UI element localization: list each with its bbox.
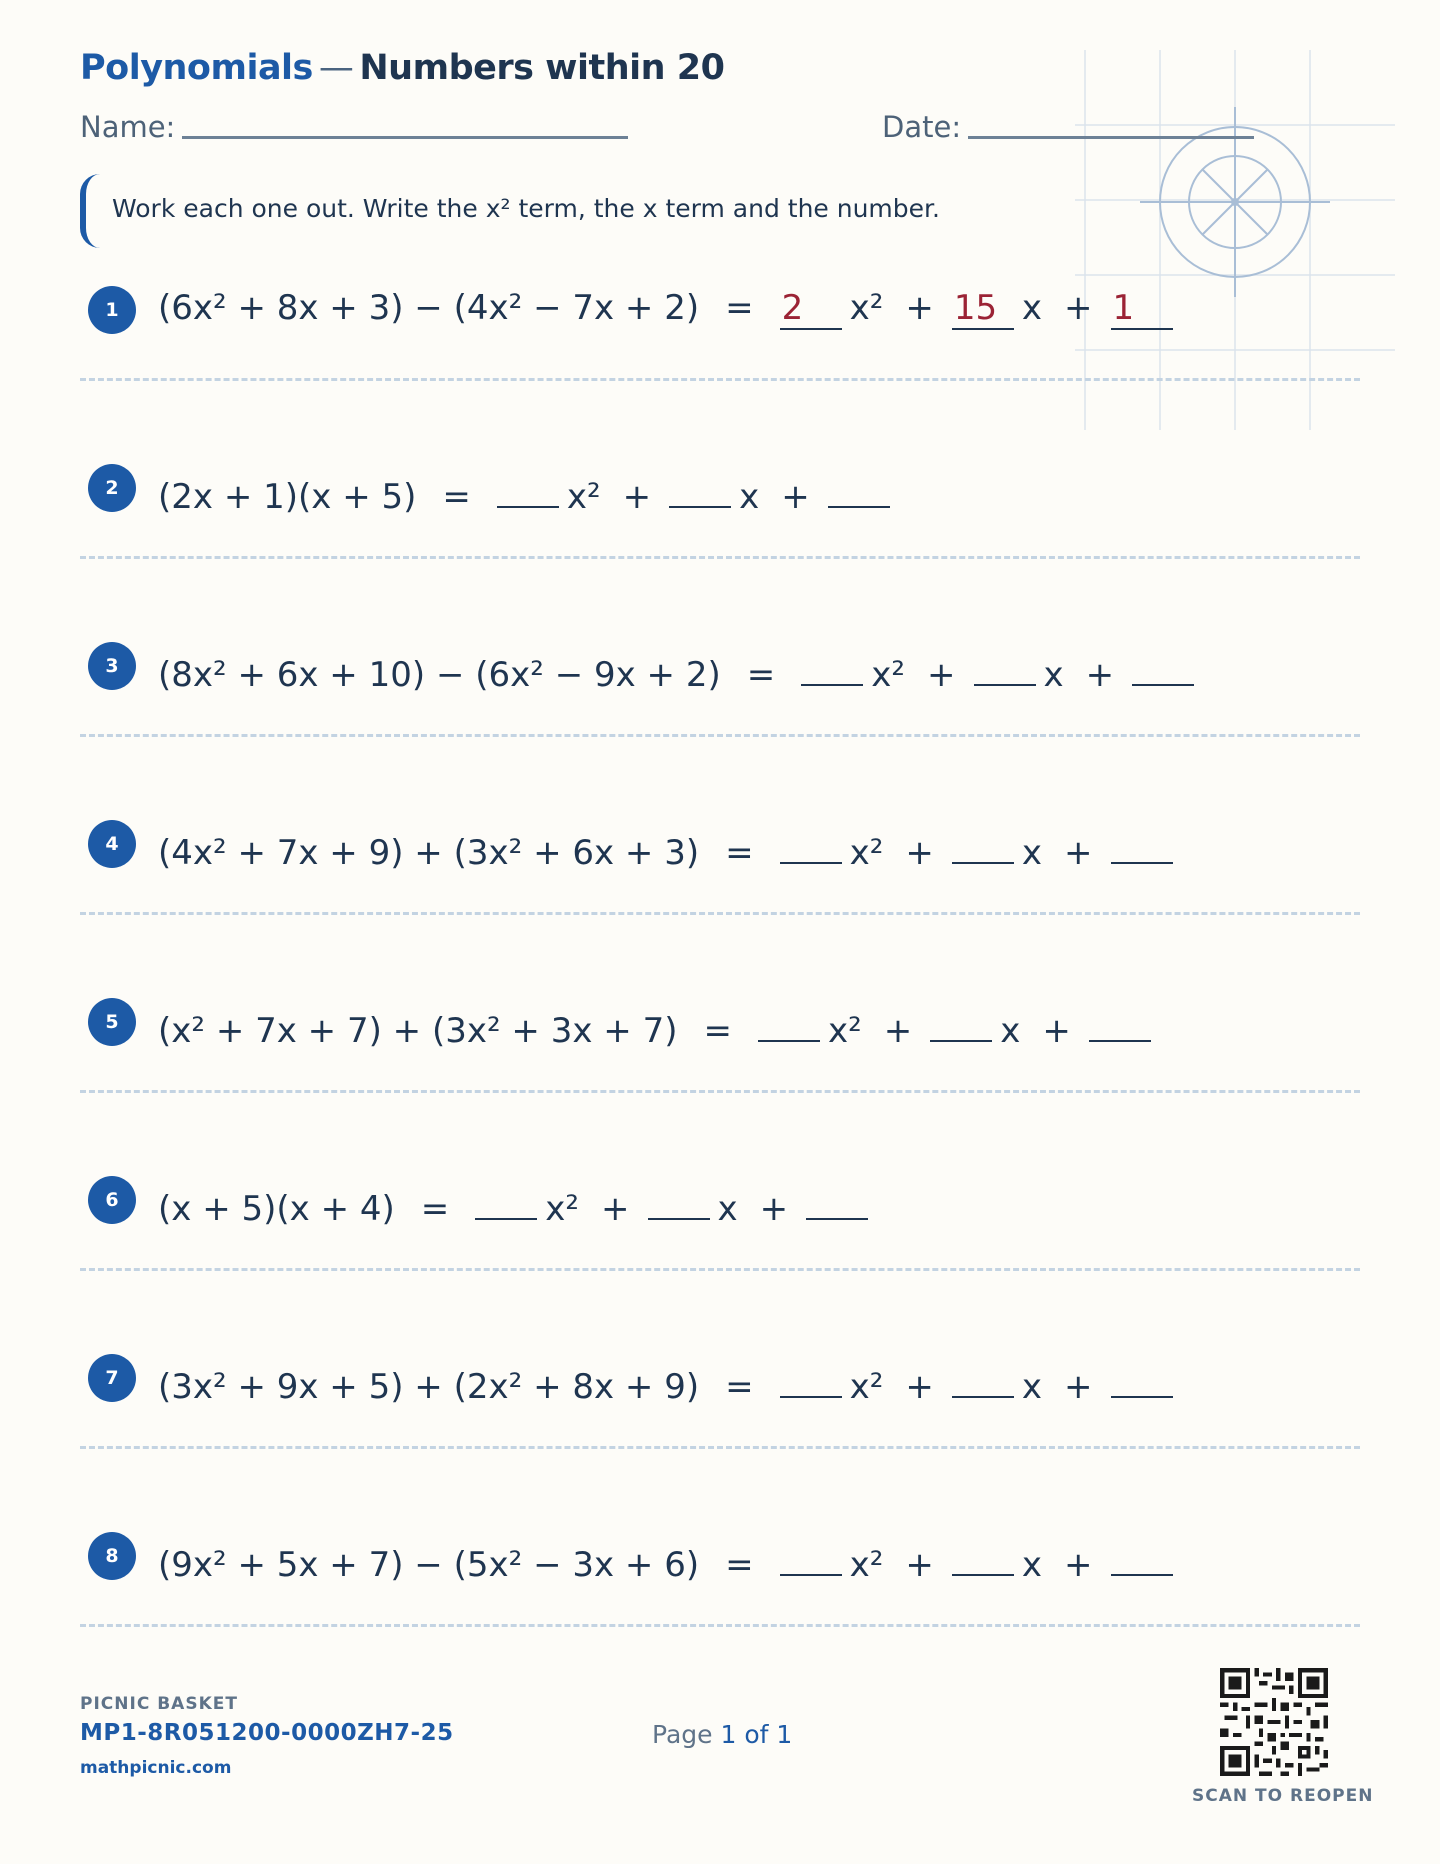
footer-code: MP1-8R051200-0000ZH7-25	[80, 1720, 454, 1746]
plus-sign: +	[1064, 1545, 1093, 1585]
problem-expression: (6x² + 8x + 3) − (4x² − 7x + 2)	[158, 288, 700, 328]
problem-divider	[80, 556, 1360, 559]
name-line[interactable]	[182, 136, 628, 139]
equals-sign: =	[725, 1545, 754, 1585]
instruction-box	[80, 174, 1030, 248]
equals-sign: =	[725, 288, 754, 328]
plus-sign: +	[601, 1189, 630, 1229]
plus-sign: +	[927, 655, 956, 695]
plus-sign: +	[905, 833, 934, 873]
answer-constant-blank[interactable]: 1	[1111, 288, 1173, 330]
problem-divider	[80, 734, 1360, 737]
x-squared-label: x²	[566, 477, 601, 517]
title-subtitle: Numbers within 20	[359, 48, 725, 88]
plus-sign: +	[883, 1011, 913, 1051]
footer-site-link[interactable]: mathpicnic.com	[80, 1758, 232, 1778]
problem-number-badge: 4	[88, 820, 136, 868]
x-squared-label: x²	[871, 655, 906, 695]
answer-x-squared-blank[interactable]: 2	[780, 288, 842, 330]
answer-x-squared-blank[interactable]	[780, 1356, 842, 1398]
problem-number-badge: 6	[88, 1176, 136, 1224]
problem-divider	[80, 378, 1360, 381]
page-of: of	[736, 1720, 777, 1749]
problem-divider	[80, 1446, 1360, 1449]
problem-equation	[158, 1178, 868, 1229]
answer-x-squared-blank[interactable]	[758, 1000, 820, 1042]
problem-number-badge: 8	[88, 1532, 136, 1580]
problem-divider	[80, 912, 1360, 915]
answer-x-blank[interactable]: 15	[952, 288, 1014, 330]
x-label: x	[1021, 1367, 1043, 1407]
x-squared-label: x²	[849, 833, 884, 873]
x-label: x	[1021, 833, 1043, 873]
x-label: x	[739, 477, 760, 517]
problem-expression: (3x² + 9x + 5) + (2x² + 8x + 9)	[158, 1367, 700, 1407]
problem-number-badge: 7	[88, 1354, 136, 1402]
problem-number-badge: 2	[88, 464, 136, 512]
answer-constant-blank[interactable]	[1089, 1000, 1151, 1042]
instruction-text: Work each one out. Write the x² term, the x term and the number.	[112, 194, 940, 223]
answer-constant-blank[interactable]	[1111, 1534, 1173, 1576]
problem-row	[80, 1318, 1360, 1496]
answer-x-squared-blank[interactable]	[497, 466, 559, 508]
problem-number-badge: 5	[88, 998, 136, 1046]
problem-divider	[80, 1090, 1360, 1093]
problem-expression: (4x² + 7x + 9) + (3x² + 6x + 3)	[158, 833, 700, 873]
x-squared-label: x²	[849, 288, 884, 328]
date-line[interactable]	[968, 136, 1254, 139]
problem-row	[80, 606, 1360, 784]
problem-row	[80, 428, 1360, 606]
plus-sign: +	[622, 477, 652, 517]
equals-sign: =	[725, 1367, 754, 1407]
answer-x-blank[interactable]	[952, 822, 1014, 864]
answer-constant-blank[interactable]	[1111, 1356, 1173, 1398]
problem-row	[80, 784, 1360, 962]
problem-expression: (x + 5)(x + 4)	[158, 1189, 395, 1229]
problem-equation	[158, 288, 1173, 330]
page-indicator	[652, 1720, 792, 1749]
answer-constant-blank[interactable]	[1132, 644, 1194, 686]
plus-sign: +	[905, 1545, 934, 1585]
answer-x-squared-blank[interactable]	[801, 644, 863, 686]
x-squared-label: x²	[827, 1011, 862, 1051]
x-squared-label: x²	[849, 1545, 884, 1585]
problem-number-badge: 1	[88, 286, 136, 334]
page-title	[80, 48, 724, 88]
answer-x-squared-blank[interactable]	[780, 822, 842, 864]
x-label: x	[1000, 1011, 1021, 1051]
problem-equation	[158, 466, 890, 517]
answer-constant-blank[interactable]	[828, 466, 890, 508]
equals-sign: =	[725, 833, 754, 873]
plus-sign: +	[905, 1367, 934, 1407]
problem-row	[80, 250, 1360, 428]
answer-x-squared-blank[interactable]	[780, 1534, 842, 1576]
page-current: 1	[720, 1720, 737, 1749]
plus-sign: +	[1064, 1367, 1093, 1407]
answer-constant-blank[interactable]	[806, 1178, 868, 1220]
answer-x-blank[interactable]	[648, 1178, 710, 1220]
problem-divider	[80, 1624, 1360, 1627]
problem-expression: (8x² + 6x + 10) − (6x² − 9x + 2)	[158, 655, 721, 695]
answer-x-blank[interactable]	[669, 466, 731, 508]
x-label: x	[1043, 655, 1064, 695]
page-total: 1	[776, 1720, 793, 1749]
instruction-bracket	[80, 174, 100, 248]
answer-x-blank[interactable]	[974, 644, 1036, 686]
page-prefix: Page	[652, 1720, 721, 1749]
equals-sign: =	[442, 477, 471, 517]
equals-sign: =	[420, 1189, 450, 1229]
answer-x-squared-blank[interactable]	[475, 1178, 537, 1220]
answer-x-blank[interactable]	[930, 1000, 992, 1042]
problem-expression: (9x² + 5x + 7) − (5x² − 3x + 6)	[158, 1545, 700, 1585]
title-separator: —	[318, 48, 354, 88]
answer-constant-blank[interactable]	[1111, 822, 1173, 864]
problem-equation	[158, 1534, 1173, 1585]
problem-row	[80, 1496, 1360, 1674]
date-label: Date:	[882, 110, 962, 144]
answer-x-blank[interactable]	[952, 1534, 1014, 1576]
footer-brand: PICNIC BASKET	[80, 1694, 238, 1714]
name-label: Name:	[80, 110, 176, 144]
problem-equation	[158, 1356, 1173, 1407]
equals-sign: =	[703, 1011, 732, 1051]
plus-sign: +	[781, 477, 810, 517]
problem-equation	[158, 1000, 1151, 1051]
problem-equation	[158, 644, 1194, 695]
plus-sign: +	[759, 1189, 789, 1229]
answer-x-blank[interactable]	[952, 1356, 1014, 1398]
problem-expression: (x² + 7x + 7) + (3x² + 3x + 7)	[158, 1011, 678, 1051]
x-label: x	[1021, 288, 1043, 328]
x-label: x	[1021, 1545, 1043, 1585]
title-topic: Polynomials	[80, 48, 313, 88]
scan-label: SCAN TO REOPEN	[1192, 1786, 1374, 1806]
plus-sign: +	[1064, 833, 1093, 873]
problem-divider	[80, 1268, 1360, 1271]
equals-sign: =	[746, 655, 776, 695]
plus-sign: +	[1042, 1011, 1071, 1051]
problem-equation	[158, 822, 1173, 873]
x-label: x	[717, 1189, 738, 1229]
plus-sign: +	[1064, 288, 1093, 328]
problem-row	[80, 962, 1360, 1140]
plus-sign: +	[905, 288, 934, 328]
problem-expression: (2x + 1)(x + 5)	[158, 477, 417, 517]
x-squared-label: x²	[545, 1189, 580, 1229]
problem-number-badge: 3	[88, 642, 136, 690]
qr-code-icon[interactable]	[1220, 1668, 1328, 1776]
x-squared-label: x²	[849, 1367, 884, 1407]
problem-row	[80, 1140, 1360, 1318]
plus-sign: +	[1085, 655, 1115, 695]
